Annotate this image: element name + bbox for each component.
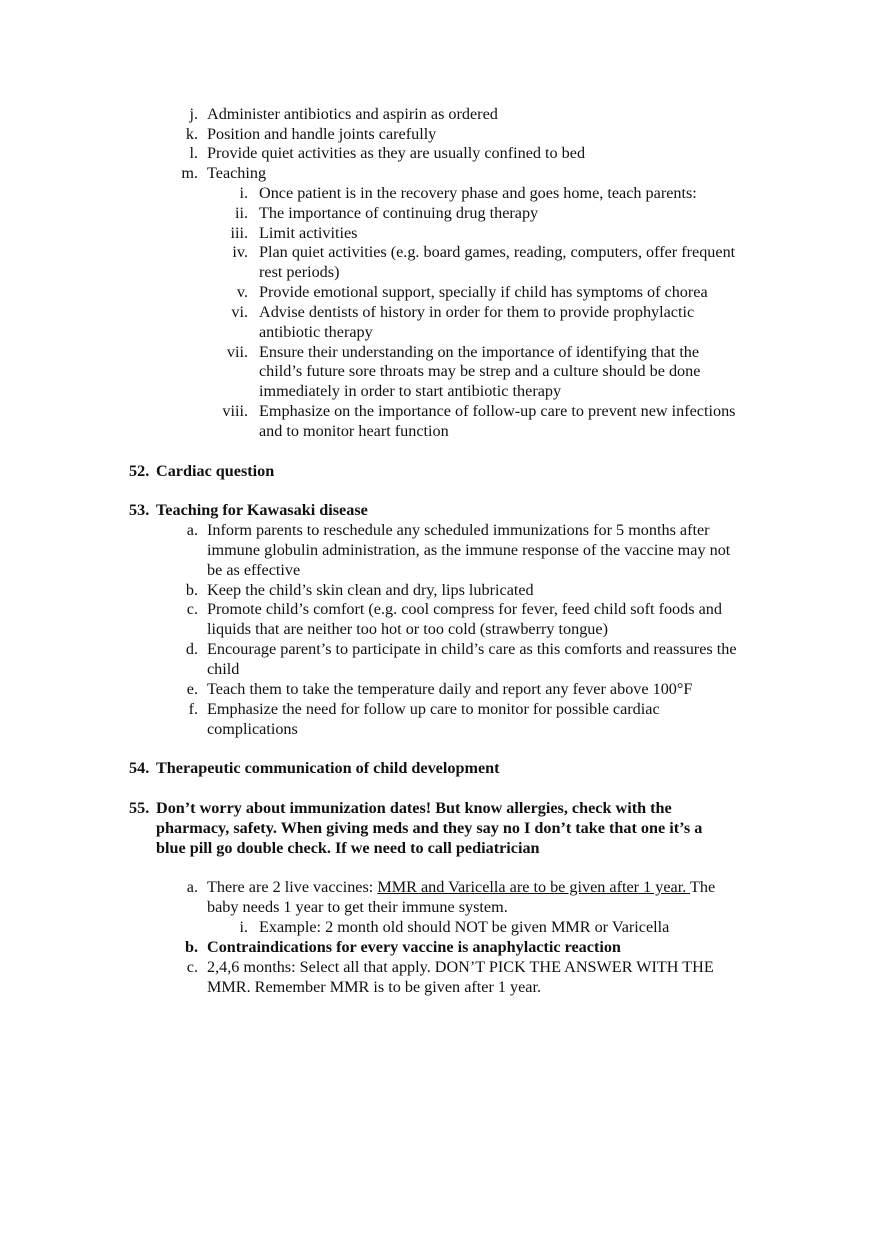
list-item-text: The — [690, 878, 716, 896]
sublist-item: Ensure their understanding on the importance of identifying that the — [259, 343, 700, 361]
sublist-item: Limit activities — [259, 224, 358, 242]
list-item-cont: complications — [207, 720, 298, 738]
list-item-cont: immune globulin administration, as the immune response of the vaccine may not — [207, 541, 731, 559]
sublist-item-cont: rest periods) — [259, 263, 340, 281]
sublist-item-cont: antibiotic therapy — [259, 323, 373, 341]
sublist-item: The importance of continuing drug therapy — [259, 204, 539, 222]
list-item: Provide quiet activities as they are usually confined to bed — [207, 144, 586, 162]
list-item-cont: liquids that are neither too hot or too cold (strawberry tongue) — [207, 620, 608, 638]
sublist-item: Once patient is in the recovery phase and goes home, teach parents: — [259, 184, 697, 202]
sublist-item-cont: child’s future sore throats may be strep and a culture should be done — [259, 362, 701, 380]
list-label: m. — [181, 164, 198, 182]
list-item: 2,4,6 months: Select all that apply. DON’T PICK THE ANSWER WITH THE — [207, 958, 714, 976]
list-item-cont: child — [207, 660, 240, 678]
list-label: f. — [188, 700, 198, 718]
section-heading-cont: blue pill go double check. If we need to call pediatrician — [156, 839, 540, 857]
list-item: Administer antibiotics and aspirin as ordered — [207, 105, 498, 123]
sublist-item: Provide emotional support, specially if child has symptoms of chorea — [259, 283, 708, 301]
sublist-item: Advise dentists of history in order for them to provide prophylactic — [259, 303, 695, 321]
section-number: 55. — [129, 799, 150, 817]
list-label: a. — [186, 878, 198, 896]
list-label: k. — [185, 125, 198, 143]
list-label: e. — [186, 680, 198, 698]
section-heading: Don’t worry about immunization dates! But know allergies, check with the — [156, 799, 672, 817]
sublist-item: Example: 2 month old should NOT be given MMR or Varicella — [259, 918, 670, 936]
list-item: Teaching — [207, 164, 267, 182]
list-label: c. — [186, 600, 198, 618]
list-item-text: There are 2 live vaccines: — [207, 878, 378, 896]
sublist-label: iv. — [232, 243, 248, 261]
sublist-label: i. — [239, 184, 248, 202]
section-heading: Therapeutic communication of child development — [156, 759, 500, 777]
list-item: Teach them to take the temperature daily and report any fever above 100°F — [207, 680, 693, 698]
list-item-cont: baby needs 1 year to get their immune system. — [207, 898, 508, 916]
sublist-item: Plan quiet activities (e.g. board games, reading, computers, offer frequent — [259, 243, 736, 261]
list-item: Emphasize the need for follow up care to monitor for possible cardiac — [207, 700, 660, 718]
list-item: Position and handle joints carefully — [207, 125, 437, 143]
sublist-item-cont: immediately in order to start antibiotic therapy — [259, 382, 562, 400]
list-item: Contraindications for every vaccine is anaphylactic reaction — [207, 938, 621, 956]
list-item: Inform parents to reschedule any scheduled immunizations for 5 months after — [207, 521, 710, 539]
list-item-cont: be as effective — [207, 561, 301, 579]
list-item-cont: MMR. Remember MMR is to be given after 1 year. — [207, 978, 542, 996]
sublist-item: Emphasize on the importance of follow-up care to prevent new infections — [259, 402, 736, 420]
sublist-label: ii. — [234, 204, 248, 222]
section-number: 54. — [129, 759, 150, 777]
section-heading: Cardiac question — [156, 462, 275, 480]
sublist-label: viii. — [222, 402, 248, 420]
sublist-label: vi. — [231, 303, 248, 321]
list-label: b. — [184, 938, 198, 956]
list-label: l. — [189, 144, 198, 162]
sublist-label: vii. — [226, 343, 248, 361]
section-heading: Teaching for Kawasaki disease — [156, 501, 368, 519]
list-item — [207, 878, 715, 898]
list-item: Promote child’s comfort (e.g. cool compress for fever, feed child soft foods and — [207, 600, 722, 618]
list-label: a. — [186, 521, 198, 539]
list-label: j. — [189, 105, 198, 123]
sublist-label: iii. — [230, 224, 248, 242]
list-item: Encourage parent’s to participate in child’s care as this comforts and reassures the — [207, 640, 737, 658]
section-number: 52. — [129, 462, 150, 480]
sublist-label: v. — [236, 283, 248, 301]
sublist-item-cont: and to monitor heart function — [259, 422, 449, 440]
section-heading-cont: pharmacy, safety. When giving meds and they say no I don’t take that one it’s a — [156, 819, 703, 837]
list-label: c. — [186, 958, 198, 976]
sublist-label: i. — [239, 918, 248, 936]
underlined-text: MMR and Varicella are to be given after 1 year. — [377, 878, 691, 896]
section-number: 53. — [129, 501, 150, 519]
list-item: Keep the child’s skin clean and dry, lips lubricated — [207, 581, 534, 599]
list-label: b. — [185, 581, 198, 599]
list-label: d. — [185, 640, 198, 658]
